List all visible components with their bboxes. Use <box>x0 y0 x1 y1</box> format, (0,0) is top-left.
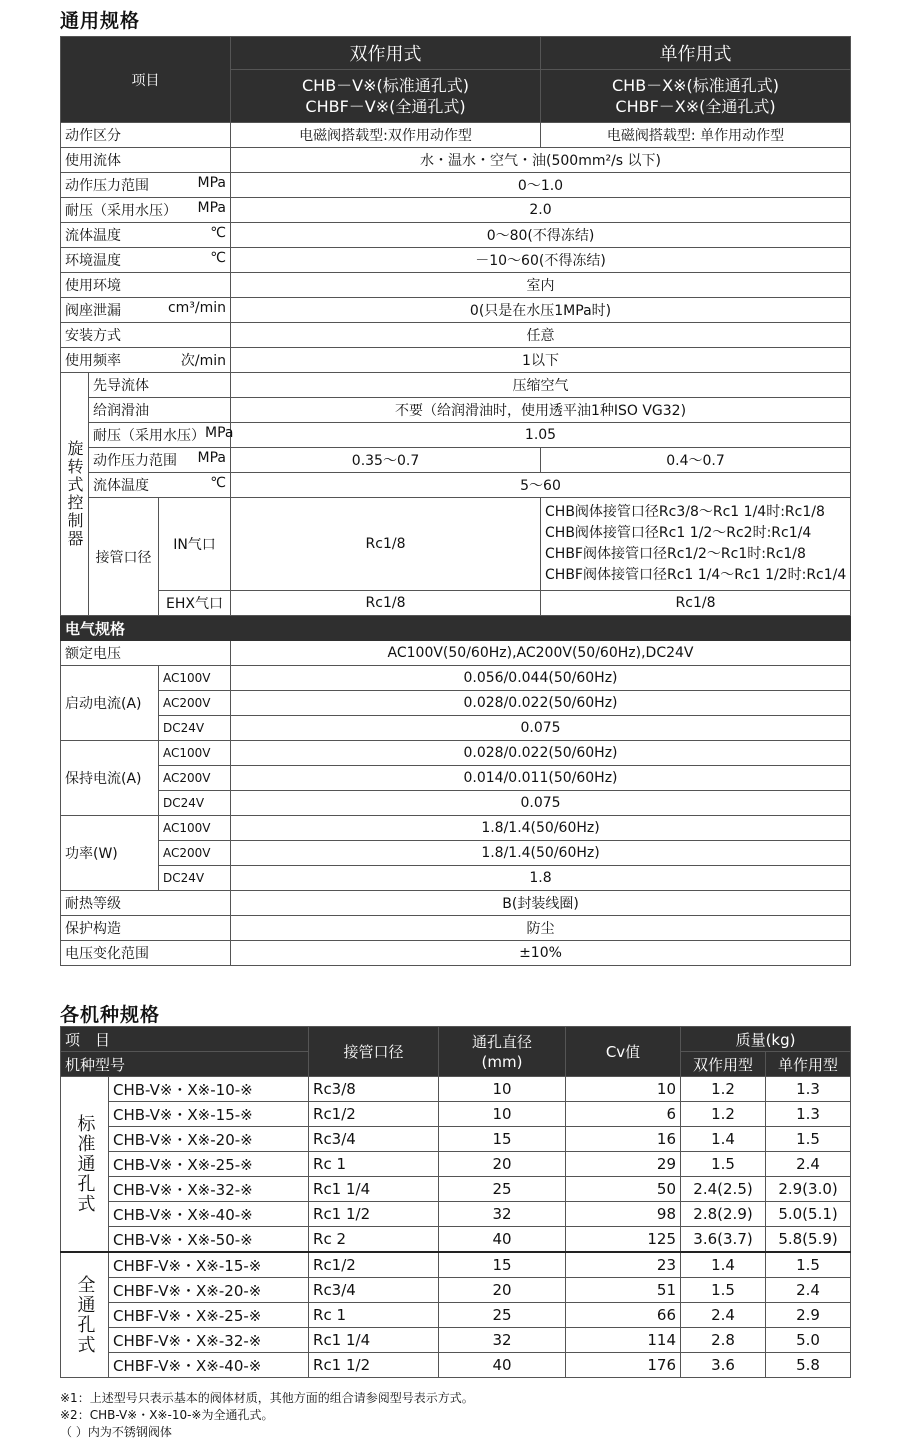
model-name: CHBF-V※・X※-32-※ <box>113 1331 262 1350</box>
single-model-2: CHBF－X※(全通孔式) <box>615 97 776 116</box>
model-mass-single: 5.8(5.9) <box>778 1230 838 1248</box>
model-mass-double: 1.2 <box>711 1105 735 1123</box>
model-cv: 10 <box>656 1080 677 1098</box>
model-mass-single: 5.0(5.1) <box>778 1205 838 1223</box>
port-in-single-line: CHBF阀体接管口径Rc1/2～Rc1时:Rc1/8 <box>545 546 806 562</box>
electric-row <box>61 841 851 866</box>
rotary-label: 流体温度 <box>93 478 149 494</box>
electric-voltage: DC24V <box>163 721 205 735</box>
electric-row <box>61 766 851 791</box>
port-ehx-row <box>61 591 851 616</box>
footnote-2: ※2：CHB-V※・X※-10-※为全通孔式。 <box>60 1408 274 1422</box>
model-mass-double: 2.4(2.5) <box>693 1180 753 1198</box>
model-name: CHB-V※・X※-50-※ <box>113 1230 253 1249</box>
header-double-models <box>231 70 541 123</box>
rotary-unit: ℃ <box>210 475 227 491</box>
electric-row <box>61 716 851 741</box>
port-ehx-double: Rc1/8 <box>365 595 406 611</box>
electric-value: 0.028/0.022(50/60Hz) <box>463 745 618 761</box>
model-bore: 40 <box>492 1356 512 1374</box>
electric-value: ±10% <box>519 945 562 961</box>
model-name: CHB-V※・X※-15-※ <box>113 1105 253 1124</box>
model-port: Rc 1 <box>313 1155 346 1173</box>
model-row <box>61 1177 851 1202</box>
rated-label: 额定电压 <box>65 646 121 662</box>
head-mass: 质量(kg) <box>735 1030 796 1049</box>
spec-row <box>61 273 851 298</box>
rotary-label: 先导流体 <box>93 378 149 394</box>
spec-value-double: 电磁阀搭载型:双作用动作型 <box>299 128 472 144</box>
port-label <box>89 498 159 616</box>
model-port: Rc3/4 <box>313 1281 356 1299</box>
head-bore-unit: (mm) <box>481 1052 523 1071</box>
electric-value: 1.8/1.4(50/60Hz) <box>481 845 600 861</box>
spec-row <box>61 198 851 223</box>
rotary-value-double: 0.35～0.7 <box>351 453 420 469</box>
electric-voltage: AC100V <box>163 821 211 835</box>
model-port: Rc3/4 <box>313 1130 356 1148</box>
rotary-value: 不要（给润滑油时，使用透平油1种ISO VG32) <box>394 403 687 419</box>
model-mass-double: 3.6 <box>711 1356 735 1374</box>
model-mass-single: 1.3 <box>796 1080 820 1098</box>
rated-voltage-row <box>61 641 851 666</box>
electric-value: 0.056/0.044(50/60Hz) <box>463 670 618 686</box>
head-model: 机种型号 <box>65 1055 126 1074</box>
electric-value: 0.014/0.011(50/60Hz) <box>463 770 618 786</box>
electric-value: 0.075 <box>520 720 561 736</box>
model-row <box>61 1077 851 1102</box>
model-name: CHBF-V※・X※-20-※ <box>113 1281 262 1300</box>
spec-value: 0～1.0 <box>517 178 564 194</box>
model-spec-title: 各机种规格 <box>60 1004 161 1026</box>
electric-value: 1.8 <box>529 870 552 886</box>
electric-voltage: AC200V <box>163 771 211 785</box>
rotary-label: 耐压（采用水压） <box>93 428 205 444</box>
model-cv: 16 <box>656 1130 677 1148</box>
model-cv: 125 <box>647 1230 677 1248</box>
model-mass-single: 2.9(3.0) <box>778 1180 838 1198</box>
rotary-value: 1.05 <box>524 427 557 443</box>
model-group-text: 标准通孔式 <box>74 1114 96 1214</box>
model-port: Rc1 1/2 <box>313 1356 371 1374</box>
model-row <box>61 1227 851 1253</box>
spec-row <box>61 148 851 173</box>
model-mass-double: 2.8(2.9) <box>693 1205 753 1223</box>
model-port: Rc1/2 <box>313 1105 356 1123</box>
spec-value: 水・温水・空气・油(500mm²/s 以下) <box>420 153 662 169</box>
spec-value: 1以下 <box>522 353 559 369</box>
model-mass-double: 1.5 <box>711 1281 735 1299</box>
header-single <box>541 37 851 70</box>
spec-unit: ℃ <box>210 225 227 241</box>
model-bore: 32 <box>492 1205 512 1223</box>
model-mass-double: 1.4 <box>711 1256 735 1274</box>
electric-group-text: 功率(W) <box>65 846 118 862</box>
rotary-value-single: 0.4～0.7 <box>666 453 725 469</box>
electric-group-text: 启动电流(A) <box>65 696 142 712</box>
electric-value: 防尘 <box>526 921 555 937</box>
spec-label: 动作区分 <box>65 128 121 144</box>
model-mass-double: 2.4 <box>711 1306 735 1324</box>
head-single: 单作用型 <box>778 1055 839 1074</box>
electric-voltage: AC100V <box>163 746 211 760</box>
model-port: Rc1/2 <box>313 1256 356 1274</box>
model-bore: 15 <box>492 1256 512 1274</box>
model-header-row-1 <box>61 1027 851 1052</box>
spec-label: 安装方式 <box>65 328 121 344</box>
rotary-value: 压缩空气 <box>512 378 569 394</box>
model-bore: 20 <box>492 1281 512 1299</box>
spec-value: 0(只是在水压1MPa时) <box>469 303 612 319</box>
electric-row <box>61 941 851 966</box>
electric-value: 0.028/0.022(50/60Hz) <box>463 695 618 711</box>
model-bore: 10 <box>492 1080 512 1098</box>
rotary-group-text: 旋转式控制器 <box>65 440 84 548</box>
model-mass-single: 2.4 <box>796 1281 820 1299</box>
port-in-single-line: CHB阀体接管口径Rc1 1/2～Rc2时:Rc1/4 <box>545 525 812 541</box>
spec-unit: 次/min <box>180 353 227 369</box>
spec-label: 环境温度 <box>65 253 121 269</box>
spec-unit: ℃ <box>210 250 227 266</box>
rotary-label: 给润滑油 <box>93 403 149 419</box>
model-bore: 32 <box>492 1331 512 1349</box>
double-model-1: CHB－V※(标准通孔式) <box>302 76 470 95</box>
electric-title: 电气规格 <box>65 619 126 638</box>
model-mass-double: 3.6(3.7) <box>693 1230 753 1248</box>
rotary-row <box>61 448 851 473</box>
electric-value: 0.075 <box>520 795 561 811</box>
spec-row <box>61 298 851 323</box>
model-name: CHB-V※・X※-25-※ <box>113 1155 253 1174</box>
model-port: Rc 1 <box>313 1306 346 1324</box>
footnote-1: ※1：上述型号只表示基本的阀体材质，其他方面的组合请参阅型号表示方式。 <box>60 1391 474 1405</box>
spec-label: 耐压（采用水压） <box>65 203 177 219</box>
model-row <box>61 1102 851 1127</box>
spec-row <box>61 123 851 148</box>
spec-row <box>61 323 851 348</box>
rotary-row <box>61 473 851 498</box>
rotary-group-label <box>61 373 89 616</box>
model-mass-single: 5.8 <box>796 1356 820 1374</box>
model-bore: 25 <box>492 1306 512 1324</box>
model-mass-single: 1.5 <box>796 1256 820 1274</box>
rotary-row <box>61 373 851 398</box>
model-port: Rc1 1/4 <box>313 1180 371 1198</box>
model-row <box>61 1278 851 1303</box>
electric-value: 1.8/1.4(50/60Hz) <box>481 820 600 836</box>
model-port: Rc1 1/2 <box>313 1205 371 1223</box>
model-mass-double: 2.8 <box>711 1331 735 1349</box>
spec-label: 动作压力范围 <box>65 178 149 194</box>
spec-value: 2.0 <box>529 202 552 218</box>
model-name: CHBF-V※・X※-15-※ <box>113 1256 262 1275</box>
port-label-text: 接管口径 <box>95 549 152 566</box>
model-row <box>61 1303 851 1328</box>
electric-group-text: 保持电流(A) <box>65 771 142 787</box>
model-name: CHB-V※・X※-10-※ <box>113 1080 253 1099</box>
model-row <box>61 1328 851 1353</box>
model-bore: 10 <box>492 1105 512 1123</box>
electric-group-label <box>61 816 159 891</box>
model-mass-single: 2.9 <box>796 1306 820 1324</box>
model-name: CHBF-V※・X※-25-※ <box>113 1306 262 1325</box>
spec-unit: MPa <box>197 175 227 191</box>
model-cv: 114 <box>647 1331 677 1349</box>
model-cv: 176 <box>647 1356 677 1374</box>
spec-unit: cm³/min <box>167 300 227 316</box>
electric-group-label <box>61 666 159 741</box>
model-name: CHBF-V※・X※-40-※ <box>113 1356 262 1375</box>
port-in-row <box>61 498 851 591</box>
model-port: Rc 2 <box>313 1230 346 1248</box>
head-item: 项 目 <box>65 1030 111 1049</box>
model-bore: 25 <box>492 1180 512 1198</box>
spec-value: 0～80(不得冻结) <box>486 228 595 244</box>
spec-label: 使用流体 <box>65 153 121 169</box>
rotary-unit: MPa <box>205 425 234 441</box>
model-group-label <box>61 1077 109 1253</box>
model-name: CHB-V※・X※-40-※ <box>113 1205 253 1224</box>
rotary-label: 动作压力范围 <box>93 453 177 469</box>
model-mass-single: 5.0 <box>796 1331 820 1349</box>
general-spec-table <box>60 36 851 966</box>
port-ehx-single: Rc1/8 <box>675 595 716 611</box>
model-spec-table <box>60 1026 851 1378</box>
electric-row <box>61 866 851 891</box>
spec-label: 流体温度 <box>65 228 121 244</box>
electric-row <box>61 816 851 841</box>
header-item <box>61 37 231 123</box>
model-mass-single: 1.5 <box>796 1130 820 1148</box>
header-double <box>231 37 541 70</box>
footnotes <box>60 1390 474 1441</box>
model-row <box>61 1152 851 1177</box>
model-cv: 23 <box>656 1256 677 1274</box>
port-in-double: Rc1/8 <box>365 536 406 552</box>
rotary-value: 5～60 <box>520 478 561 494</box>
port-in-single-line: CHBF阀体接管口径Rc1 1/4～Rc1 1/2时:Rc1/4 <box>545 567 847 583</box>
model-group-label <box>61 1252 109 1378</box>
electric-row <box>61 891 851 916</box>
rotary-row <box>61 423 851 448</box>
model-bore: 20 <box>492 1155 512 1173</box>
footnote-3: （ ）内为不锈钢阀体 <box>60 1425 172 1439</box>
electric-row <box>61 666 851 691</box>
electric-label: 保护构造 <box>65 921 121 937</box>
head-bore: 通孔直径 <box>472 1032 533 1051</box>
model-row <box>61 1202 851 1227</box>
model-cv: 6 <box>666 1105 677 1123</box>
spec-value: 室内 <box>526 278 555 294</box>
model-mass-double: 1.5 <box>711 1155 735 1173</box>
electric-row <box>61 791 851 816</box>
model-mass-single: 2.4 <box>796 1155 820 1173</box>
head-double: 双作用型 <box>693 1055 754 1074</box>
header-item-label: 项目 <box>131 72 160 89</box>
spec-unit: MPa <box>197 200 227 216</box>
general-spec-title: 通用规格 <box>60 10 141 32</box>
model-row <box>61 1353 851 1378</box>
model-bore: 15 <box>492 1130 512 1148</box>
header-single-models <box>541 70 851 123</box>
model-mass-double: 1.2 <box>711 1080 735 1098</box>
model-row <box>61 1127 851 1152</box>
model-mass-single: 1.3 <box>796 1105 820 1123</box>
rated-value: AC100V(50/60Hz),AC200V(50/60Hz),DC24V <box>387 645 694 661</box>
single-model-1: CHB－X※(标准通孔式) <box>611 76 780 95</box>
model-group-text: 全通孔式 <box>74 1275 96 1355</box>
head-cv: Cv值 <box>605 1043 641 1061</box>
spec-row <box>61 173 851 198</box>
electric-group-label <box>61 741 159 816</box>
electric-row <box>61 741 851 766</box>
port-in-label: IN气口 <box>173 537 216 553</box>
electric-voltage: AC200V <box>163 696 211 710</box>
port-ehx-label: EHX气口 <box>166 596 223 612</box>
double-title: 双作用式 <box>349 44 422 65</box>
spec-value: 任意 <box>526 328 555 344</box>
model-row <box>61 1252 851 1278</box>
electric-label: 电压变化范围 <box>65 946 149 962</box>
spec-row <box>61 248 851 273</box>
model-port: Rc3/8 <box>313 1080 356 1098</box>
rotary-unit: MPa <box>197 450 227 466</box>
double-model-2: CHBF－V※(全通孔式) <box>305 97 466 116</box>
model-name: CHB-V※・X※-20-※ <box>113 1130 253 1149</box>
head-port: 接管口径 <box>343 1043 404 1061</box>
electric-label: 耐热等级 <box>65 896 121 912</box>
single-title: 单作用式 <box>659 44 732 65</box>
model-port: Rc1 1/4 <box>313 1331 371 1349</box>
electric-section-header <box>61 616 851 641</box>
model-cv: 66 <box>656 1306 677 1324</box>
electric-voltage: AC100V <box>163 671 211 685</box>
spec-value: －10～60(不得冻结) <box>475 253 606 269</box>
spec-label: 使用频率 <box>65 353 121 369</box>
spec-row <box>61 348 851 373</box>
model-bore: 40 <box>492 1230 512 1248</box>
electric-voltage: AC200V <box>163 846 211 860</box>
rotary-row <box>61 398 851 423</box>
electric-value: B(封装线圈) <box>502 896 579 912</box>
electric-voltage: DC24V <box>163 871 205 885</box>
spec-label: 使用环境 <box>65 278 121 294</box>
electric-voltage: DC24V <box>163 796 205 810</box>
spec-value-single: 电磁阀搭载型: 单作用动作型 <box>606 128 785 144</box>
model-name: CHB-V※・X※-32-※ <box>113 1180 253 1199</box>
model-cv: 51 <box>656 1281 677 1299</box>
spec-label: 阀座泄漏 <box>65 303 121 319</box>
model-cv: 50 <box>656 1180 677 1198</box>
model-cv: 98 <box>656 1205 677 1223</box>
spec-row <box>61 223 851 248</box>
model-mass-double: 1.4 <box>711 1130 735 1148</box>
model-cv: 29 <box>656 1155 677 1173</box>
port-in-single-line: CHB阀体接管口径Rc3/8～Rc1 1/4时:Rc1/8 <box>545 504 825 520</box>
electric-row <box>61 916 851 941</box>
electric-row <box>61 691 851 716</box>
